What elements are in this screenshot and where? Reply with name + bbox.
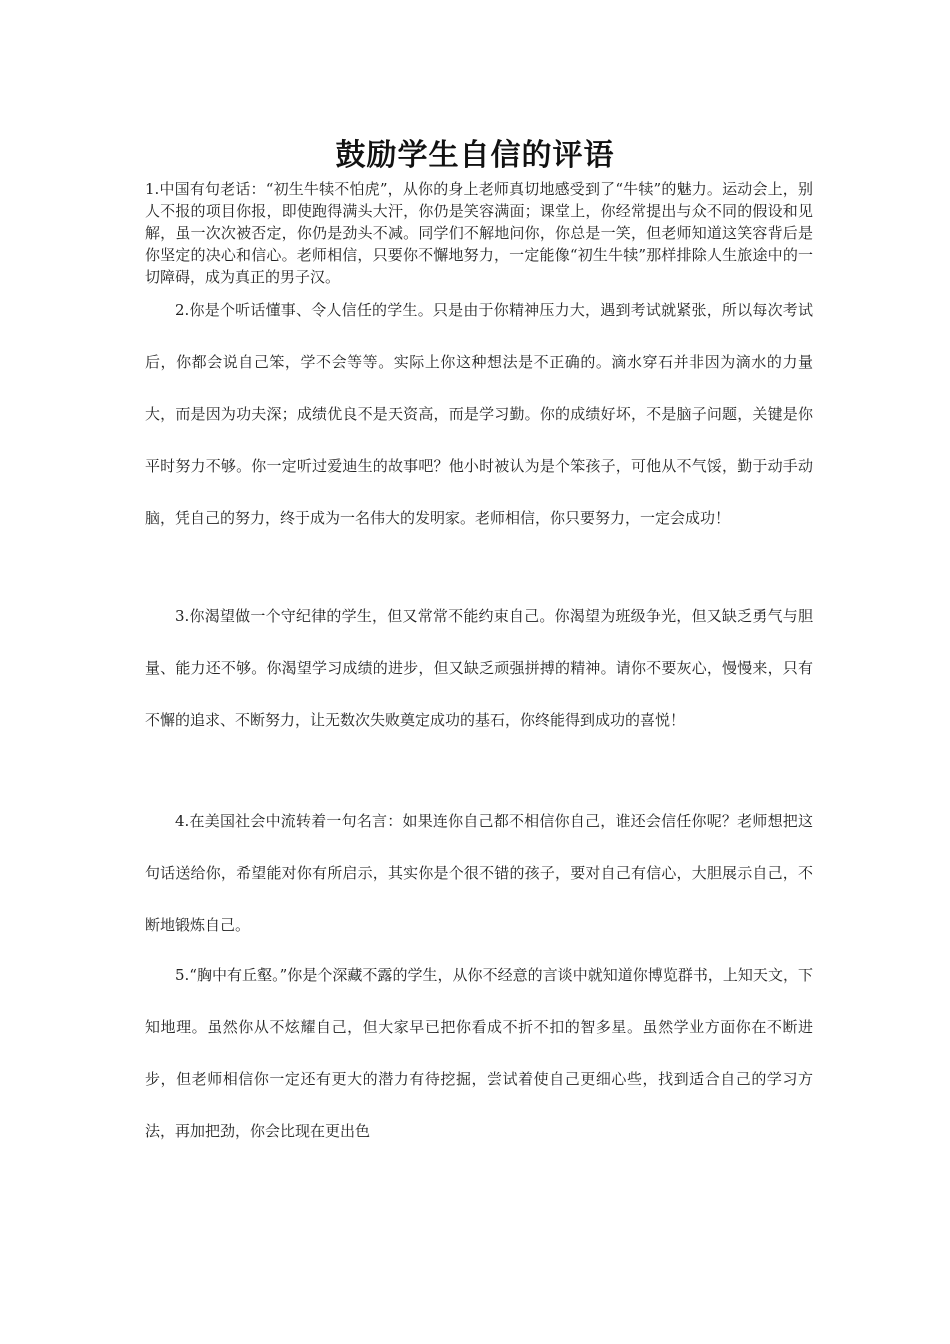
document-title: 鼓励学生自信的评语 [335, 138, 615, 173]
paragraph-3: 3.你渴望做一个守纪律的学生，但又常常不能约束自己。你渴望为班级争光，但又缺乏勇气与胆量、能力还不够。你渴望学习成绩的进步，但又缺乏顽强拼搏的精神。请你不要灰心，慢慢来，只有不懈的追求、不断努力，让无数次失败奠定成功的基石，你终能得到成功的喜悦！ [145, 607, 813, 729]
paragraph-2: 2.你是个听话懂事、令人信任的学生。只是由于你精神压力大，遇到考试就紧张，所以每次考试后，你都会说自己笨，学不会等等。实际上你这种想法是不正确的。滴水穿石并非因为滴水的力量大，而是因为功夫深；成绩优良不是天资高，而是学习勤。你的成绩好坏，不是脑子问题，关键是你平时努力不够。你一定听过爱迪生的故事吧？他小时被认为是个笨孩子，可他从不气馁，勤于动手动脑，凭自己的努力，终于成为一名伟大的发明家。老师相信，你只要努力，一定会成功！ [145, 301, 813, 527]
paragraph-4: 4.在美国社会中流转着一句名言：如果连你自己都不相信你自己，谁还会信任你呢？老师想把这句话送给你，希望能对你有所启示，其实你是个很不错的孩子，要对自己有信心，大胆展示自己，不断地锻炼自己。 [145, 812, 813, 934]
paragraph-1: 1.中国有句老话：“初生牛犊不怕虎”，从你的身上老师真切地感受到了“牛犊”的魅力。运动会上，别人不报的项目你报，即使跑得满头大汗，你仍是笑容满面；课堂上，你经常提出与众不同的假设和见解，虽一次次被否定，你仍是劲头不减。同学们不解地问你，你总是一笑，但老师知道这笑容背后是你坚定的决心和信心。老师相信，只要你不懈地努力，一定能像“初生牛犊”那样排除人生旅途中的一切障碍，成为真正的男子汉。 [145, 180, 813, 286]
paragraph-5: 5.“胸中有丘壑。”你是个深藏不露的学生，从你不经意的言谈中就知道你博览群书，上知天文，下知地理。虽然你从不炫耀自己，但大家早已把你看成不折不扣的智多星。虽然学业方面你在不断进步，但老师相信你一定还有更大的潜力有待挖掘，尝试着使自己更细心些，找到适合自己的学习方法，再加把劲，你会比现在更出色 [145, 966, 813, 1140]
